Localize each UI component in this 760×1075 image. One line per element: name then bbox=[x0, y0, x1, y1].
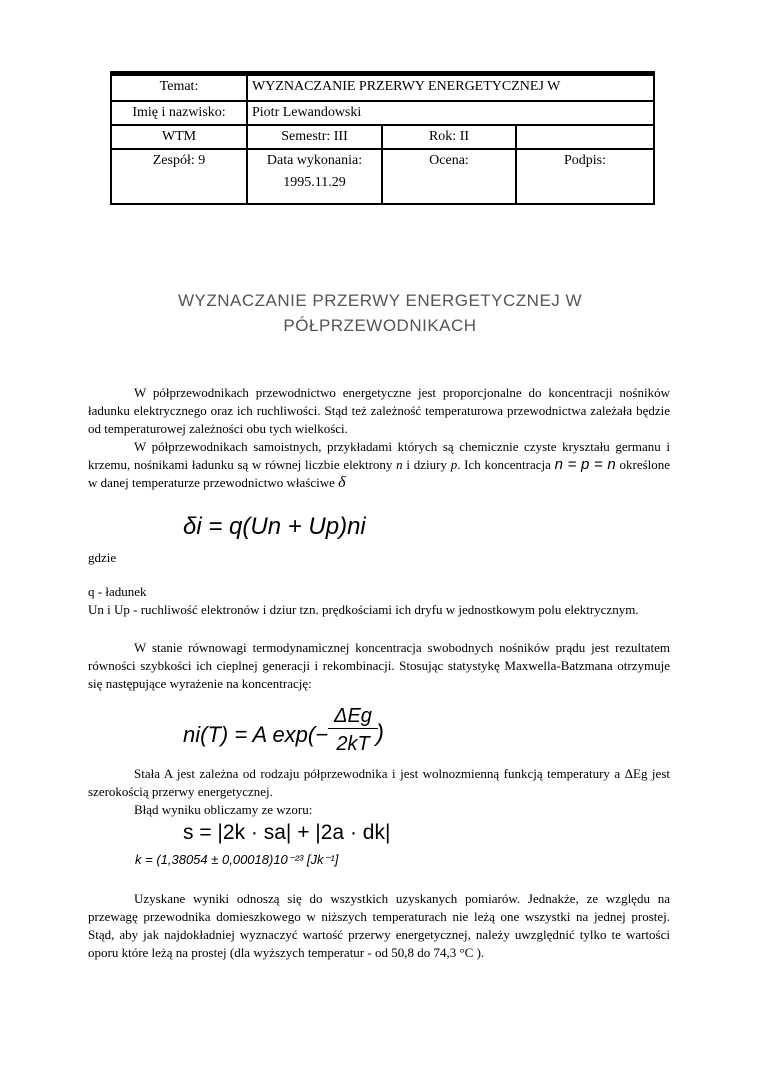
paragraph-5: Błąd wyniku obliczamy ze wzoru: bbox=[134, 802, 313, 817]
paragraph-3: W stanie równowagi termodynamicznej koncentracja swobodnych nośników prądu jest rezultatem równości szybkości ich cieplnej generacji i rekombinacji. Stosując statystykę Maxwella-Batzmana otrzymuje się następujące wyrażenie na koncentrację: bbox=[88, 640, 670, 691]
header-row-name bbox=[112, 102, 653, 126]
paragraph-2-text-d: określone w danej temperaturze przewodnictwo właściwe bbox=[88, 457, 671, 490]
empty-cell bbox=[517, 126, 653, 148]
paragraph-2-text-a: W półprzewodnikach samoistnych, przykładami których są chemicznie czyste kryształu germanu i krzemu, nośnikami ładunku są w równej liczbie elektrony bbox=[88, 439, 670, 472]
symbol-delta: δ bbox=[338, 474, 346, 491]
formula-boltzmann: k = (1,38054 ± 0,00018)10⁻²³ [Jk⁻¹] bbox=[135, 852, 339, 867]
header-row-info bbox=[112, 126, 653, 150]
paragraph-6: Uzyskane wyniki odnoszą się do wszystkich uzyskanych pomiarów. Jednakże, ze względu na przewagę przewodnika domieszkowego w niższych temperaturach nie leżą one wszystki na jednej prostej. Stąd, aby jak najdokładniej wyznaczyć wartość przerwy energetycznej, należy uwzględnić tylko te wartości oporu które leżą na prostej (dla wyższych temperatur - od 50,8 do 74,3 °C ). bbox=[88, 891, 670, 960]
inline-equation: n = p = n bbox=[554, 456, 616, 473]
formula2-left: ni(T) = A exp(− bbox=[183, 722, 329, 747]
topic-value: WYZNACZANIE PRZERWY ENERGETYCZNEJ W bbox=[252, 79, 561, 94]
gdzie-label: gdzie bbox=[88, 550, 117, 565]
paragraph-2-text-c: . Ich koncentracja bbox=[457, 457, 551, 472]
sign-label: Podpis: bbox=[563, 153, 606, 168]
formula2-numerator: ΔEg bbox=[328, 705, 378, 729]
paragraph-2 bbox=[88, 438, 670, 492]
doc-title-line2: PÓŁPRZEWODNIKACH bbox=[283, 316, 477, 335]
header-table bbox=[110, 71, 655, 205]
name-label: Imię i nazwisko: bbox=[112, 102, 248, 124]
year-value: Rok: II bbox=[383, 126, 517, 148]
doc-title-line1: WYZNACZANIE PRZERWY ENERGETYCZNEJ W bbox=[177, 291, 583, 310]
semester-value: Semestr: III bbox=[248, 126, 383, 148]
definition-q: q - ładunek bbox=[88, 584, 147, 599]
paragraph-1: W półprzewodnikach przewodnictwo energetyczne jest proporcjonalne do koncentracji nośników ładunku elektrycznego oraz ich ruchliwości. Stąd też zależność temperaturowa przewodnictwa zależała będzie od temperaturowej zależności obu tych wielkości. bbox=[88, 385, 670, 436]
formula2-close-paren: ) bbox=[376, 720, 384, 747]
date-value: 1995.11.29 bbox=[283, 175, 346, 190]
date-label: Data wykonania: bbox=[266, 153, 363, 168]
team-value: Zespół: 9 bbox=[112, 150, 248, 205]
symbol-p: p bbox=[450, 457, 458, 472]
formula-error: s = |2k · sa| + |2a · dk| bbox=[183, 821, 391, 844]
name-value: Piotr Lewandowski bbox=[252, 105, 362, 120]
grade-label: Ocena: bbox=[383, 150, 517, 205]
date-cell bbox=[248, 150, 383, 205]
formula2-denominator: 2kT bbox=[336, 733, 370, 755]
definition-u: Un i Up - ruchliwość elektronów i dziur tzn. prędkościami ich dryfu w jednostkowym polu elektrycznym. bbox=[88, 602, 639, 617]
dept-value: WTM bbox=[112, 126, 248, 148]
header-row-grade bbox=[112, 150, 653, 205]
paragraph-4: Stała A jest zależna od rodzaju półprzewodnika i jest wolnozmienną funkcją temperatury a ΔEg jest szerokością przerwy energetycznej. bbox=[88, 766, 670, 799]
symbol-n: n bbox=[396, 457, 403, 472]
formula-concentration bbox=[183, 722, 328, 748]
topic-label: Temat: bbox=[112, 76, 248, 100]
formula-conductivity: δi = q(Un + Up)ni bbox=[183, 513, 366, 540]
header-row-topic bbox=[112, 76, 653, 102]
paragraph-2-text-b: i dziury bbox=[406, 457, 447, 472]
